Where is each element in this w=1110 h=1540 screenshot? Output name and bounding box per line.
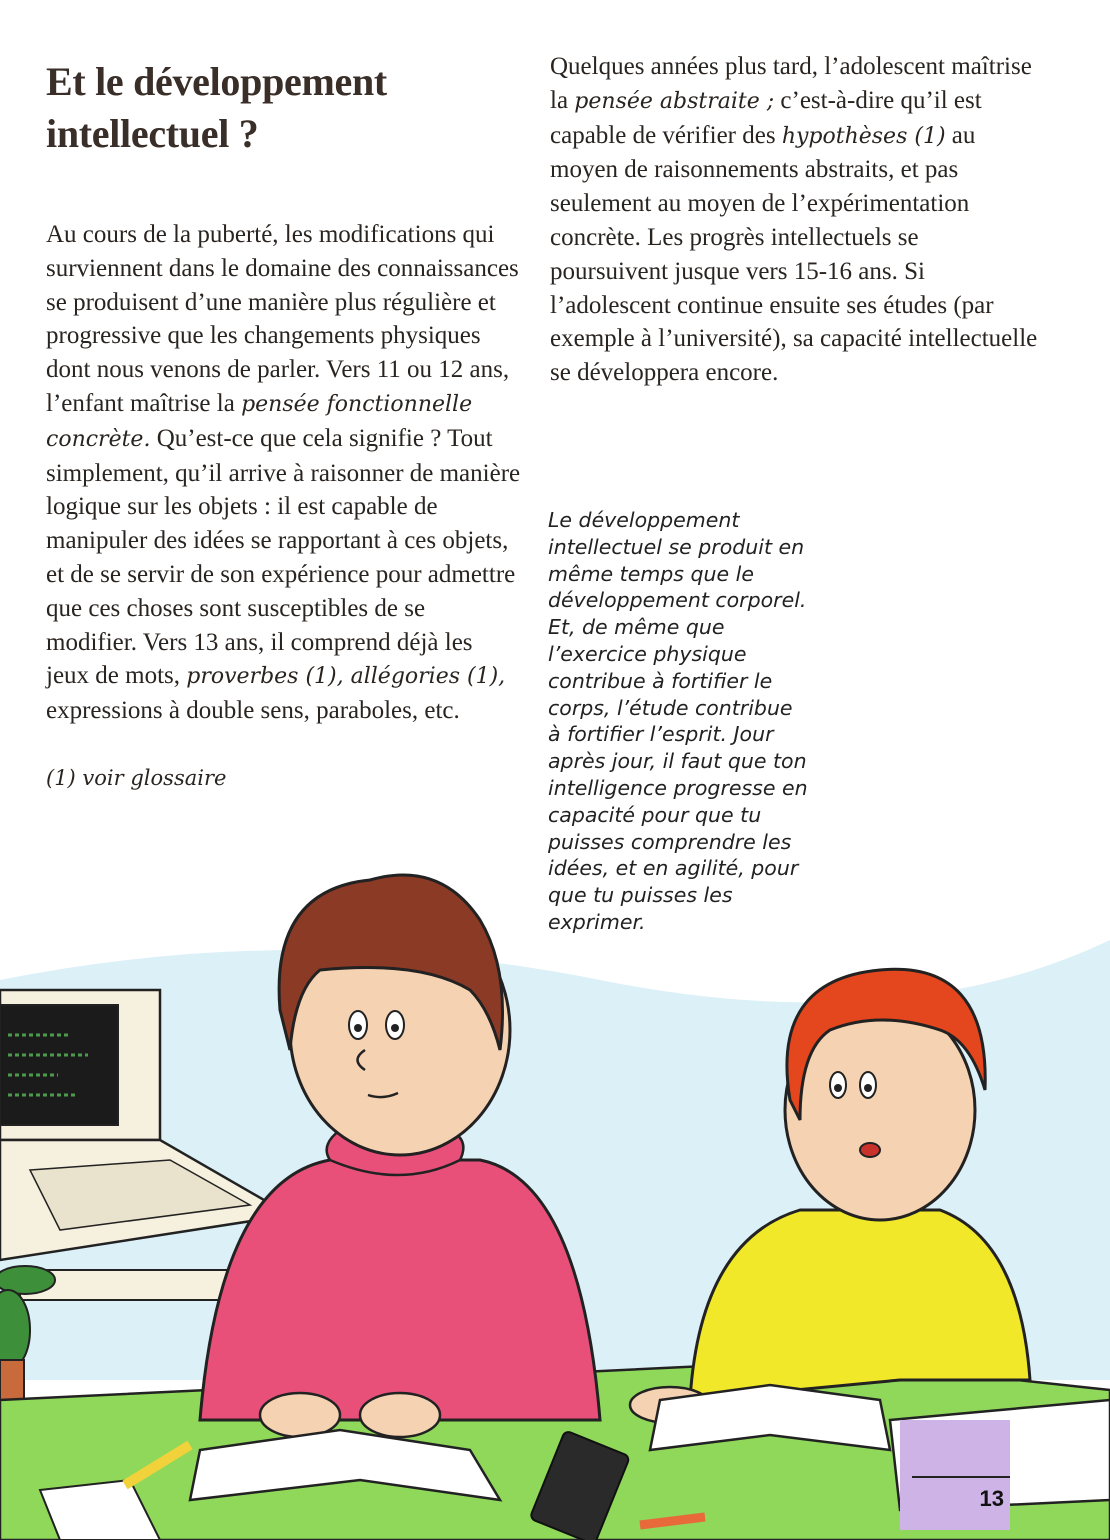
italic-term: pensée abstraite ; <box>574 88 775 114</box>
divider <box>912 1476 1010 1478</box>
right-paragraph <box>550 50 1040 390</box>
text-run: Qu’est-ce que cela signifie ? Tout simplement, qu’il arrive à raisonner de manière logique sur les objets : il est capable de manipuler des idées se rapportant à ces objets, et de se servir de son expérience pour admettre que ces choses sont susceptibles de se modifier. Vers 13 ans, il comprend déjà les jeux de mots, <box>46 424 521 690</box>
text-run: expressions à double sens, paraboles, etc. <box>46 697 460 725</box>
text-run: Quelques années plus tard, l’adolescent maîtrise la <box>550 53 1032 114</box>
illustration-caption: Le développement intellectuel se produit en même temps que le développement corporel. Et, de même que l’exercice physique contribue à fortifier le corps, l’étude contribue à fortifier l’esprit. Jour après jour, il faut que ton intelligence progresse en capacité pour que tu puisses comprendre les idées, et en agilité, pour que tu puisses les exprimer. <box>548 508 808 934</box>
page-number-tab <box>900 1420 1010 1530</box>
page-title: Et le développement intellectuel ? <box>46 59 387 156</box>
italic-term: proverbes (1), allégories (1), <box>186 664 506 690</box>
footnote: (1) voir glossaire <box>46 765 227 790</box>
right-column <box>550 50 1040 390</box>
text-run: c’est-à-dire qu’il est capable de vérifier des <box>550 86 982 149</box>
text-run: Au cours de la puberté, les modifications qui surviennent dans le domaine des connaissances se produisent d’une manière plus régulière et progressive que les changements physiques dont nous venons de parler. Vers 11 ou 12 ans, l’enfant maîtrise la <box>46 221 519 417</box>
left-column <box>46 56 521 811</box>
italic-term: pensée fonctionnelle concrète. <box>46 391 473 452</box>
left-paragraph <box>46 218 521 728</box>
page-number: 13 <box>979 1486 1004 1511</box>
text-run: au moyen de raisonnements abstraits, et pas seulement au moyen de l’expérimentation concrète. Les progrès intellectuels se poursuivent jusque vers 15-16 ans. Si l’adolescent continue ensuite ses études (par exemple à l’université), sa capacité intellectuelle se développera encore. <box>550 121 1038 387</box>
italic-term: hypothèses (1) <box>781 123 946 149</box>
